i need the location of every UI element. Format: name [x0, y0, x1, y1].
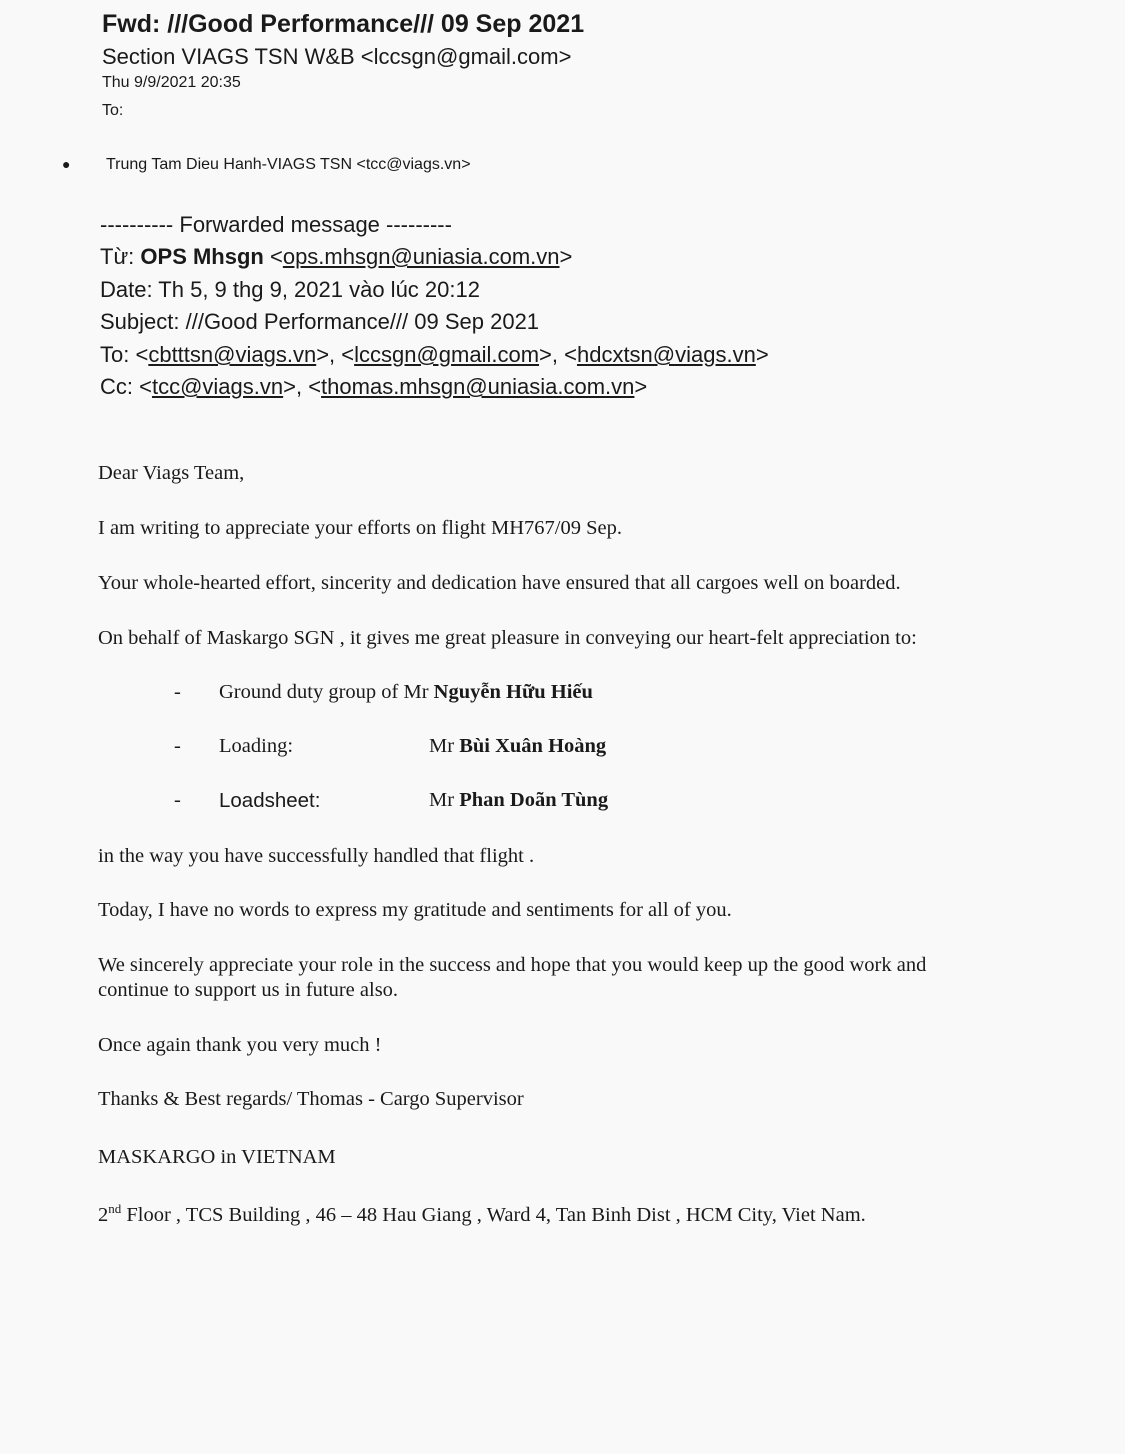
- paragraph: Today, I have no words to express my gratitude and sentiments for all of you.: [98, 899, 732, 921]
- dash-bullet: -: [174, 735, 181, 757]
- person-name: Phan Doãn Tùng: [459, 789, 609, 811]
- email-to-label: To:: [102, 102, 124, 119]
- recipient-text: Trung Tam Dieu Hanh-VIAGS TSN <tcc@viags.vn>: [106, 156, 471, 173]
- paragraph: On behalf of Maskargo SGN , it gives me great pleasure in conveying our heart-felt appreciation to:: [98, 627, 917, 649]
- list-item-label: Loading:: [219, 735, 294, 757]
- paragraph: continue to support us in future also.: [98, 979, 399, 1001]
- person-name: Nguyễn Hữu Hiếu: [433, 681, 593, 703]
- forwarded-title: ---------- Forwarded message ---------: [100, 212, 452, 237]
- email-date: Thu 9/9/2021 20:35: [102, 74, 241, 91]
- paragraph: Your whole-hearted effort, sincerity and dedication have ensured that all cargoes well on boarded.: [98, 572, 901, 594]
- cc-label: Cc:: [100, 374, 133, 399]
- paragraph: Once again thank you very much !: [98, 1034, 382, 1056]
- greeting: Dear Viags Team,: [98, 462, 245, 484]
- recipient-item: [62, 156, 471, 174]
- email-subject: Fwd: ///Good Performance/// 09 Sep 2021: [102, 10, 585, 38]
- email-sender: Section VIAGS TSN W&B <lccsgn@gmail.com>: [102, 44, 572, 69]
- dash-bullet: -: [174, 789, 181, 811]
- from-email-link[interactable]: ops.mhsgn@uniasia.com.vn: [282, 244, 560, 269]
- paragraph: I am writing to appreciate your efforts on flight MH767/09 Sep.: [98, 517, 622, 539]
- forwarded-to: To: <cbtttsn@viags.vn>, <lccsgn@gmail.com>, <hdcxtsn@viags.vn>: [100, 342, 769, 367]
- person-name: Bùi Xuân Hoàng: [459, 735, 607, 757]
- forwarded-from: Từ: OPS Mhsgn <ops.mhsgn@uniasia.com.vn>: [100, 244, 573, 269]
- list-item-value: Mr Bùi Xuân Hoàng: [429, 735, 607, 757]
- bullet-icon: ●: [62, 156, 71, 172]
- forwarded-subject: Subject: ///Good Performance/// 09 Sep 2021: [100, 309, 540, 334]
- cc-email-link[interactable]: thomas.mhsgn@uniasia.com.vn: [321, 374, 635, 399]
- to-email-link[interactable]: hdcxtsn@viags.vn: [576, 342, 756, 367]
- list-item-label: Loadsheet:: [219, 789, 321, 812]
- signature: Thanks & Best regards/ Thomas - Cargo Supervisor: [98, 1088, 524, 1110]
- paragraph: in the way you have successfully handled that flight .: [98, 845, 535, 867]
- from-label: Từ:: [100, 244, 135, 269]
- paragraph: We sincerely appreciate your role in the success and hope that you would keep up the good work and: [98, 954, 927, 976]
- company-address: 2nd Floor , TCS Building , 46 – 48 Hau Giang , Ward 4, Tan Binh Dist , HCM City, Viet Nam.: [98, 1201, 866, 1226]
- list-item-value: Mr Phan Doãn Tùng: [429, 789, 609, 811]
- from-name: OPS Mhsgn: [140, 244, 264, 269]
- company-name: MASKARGO in VIETNAM: [98, 1146, 336, 1168]
- list-item-text: Ground duty group of Mr Nguyễn Hữu Hiếu: [219, 681, 593, 703]
- to-email-link[interactable]: cbtttsn@viags.vn: [148, 342, 317, 367]
- to-email-link[interactable]: lccsgn@gmail.com: [354, 342, 540, 367]
- forwarded-cc: Cc: <tcc@viags.vn>, <thomas.mhsgn@uniasia.com.vn>: [100, 374, 648, 399]
- to-label: To:: [100, 342, 130, 367]
- cc-email-link[interactable]: tcc@viags.vn: [151, 374, 284, 399]
- forwarded-date: Date: Th 5, 9 thg 9, 2021 vào lúc 20:12: [100, 277, 480, 302]
- dash-bullet: -: [174, 681, 181, 703]
